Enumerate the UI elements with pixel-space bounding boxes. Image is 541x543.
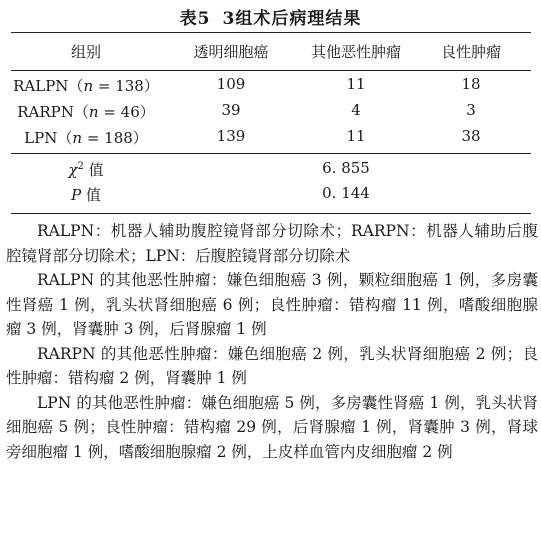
- stat-row-p: [11, 184, 531, 208]
- stat-value: 0. 144: [322, 184, 370, 202]
- table-title: [0, 4, 541, 29]
- note-abbreviations: RALPN：机器人辅助腹腔镜肾部分切除术；RARPN：机器人辅助后腹腔镜肾部分切除术；LPN：后腹腔镜肾部分切除术: [6, 222, 538, 265]
- row-group-label: RARPN（n = 46）: [17, 103, 155, 121]
- table-row: [11, 101, 531, 125]
- row-group-label: LPN（n = 188）: [24, 129, 148, 147]
- row-value: 139: [216, 127, 246, 145]
- table-top-rule: [11, 32, 531, 33]
- table-row: [11, 127, 531, 151]
- table-notes: [6, 219, 538, 464]
- header-other-malignant: 其他恶性肿瘤: [310, 43, 401, 61]
- row-value: 109: [216, 75, 246, 93]
- stat-label: P 值: [71, 186, 101, 204]
- row-value: 11: [346, 127, 366, 145]
- stat-value: 6. 855: [322, 159, 370, 177]
- note-lpn: LPN 的其他恶性肿瘤：嫌色细胞癌 5 例，多房囊性肾癌 1 例，乳头状肾细胞癌 5 例；良性肿瘤：错构瘤 29 例，后肾腺瘤 1 例，肾囊肿 3 例，肾球旁细胞瘤 1 例，嗜酸细胞腺瘤 2 例，上皮样血管内皮细胞瘤 2 例: [6, 393, 538, 461]
- table-title-text: 3组术后病理结果: [222, 9, 362, 29]
- table-stats-rule: [11, 153, 531, 154]
- row-value: 3: [466, 101, 476, 119]
- note-ralpn: RALPN 的其他恶性肿瘤：嫌色细胞癌 3 例，颗粒细胞癌 1 例，多房囊性肾癌 1 例，乳头状肾细胞癌 6 例；良性肿瘤：错构瘤 11 例，嗜酸细胞腺瘤 3 例，肾囊肿 3 例，后肾腺瘤 1 例: [6, 271, 538, 338]
- header-clear-cell: 透明细胞癌: [193, 43, 269, 61]
- row-value: 11: [346, 75, 366, 93]
- table-row: [11, 75, 531, 99]
- header-benign: 良性肿瘤: [440, 43, 501, 61]
- header-group: 组别: [70, 43, 101, 61]
- table-header-rule: [11, 70, 531, 71]
- table-header-row: [11, 41, 531, 65]
- row-value: 4: [351, 101, 361, 119]
- stat-row-chi: [11, 159, 531, 183]
- row-value: 18: [461, 75, 481, 93]
- table-bottom-rule: [11, 213, 531, 214]
- row-group-label: RALPN（n = 138）: [13, 77, 159, 95]
- table-title-label: 表5: [179, 9, 211, 29]
- stat-label: $\chi^2$ 值: [68, 161, 104, 179]
- note-rarpn: RARPN 的其他恶性肿瘤：嫌色细胞癌 2 例，乳头状肾细胞癌 2 例；良性肿瘤：错构瘤 2 例，肾囊肿 1 例: [6, 344, 538, 387]
- row-value: 39: [221, 101, 241, 119]
- row-value: 38: [461, 127, 481, 145]
